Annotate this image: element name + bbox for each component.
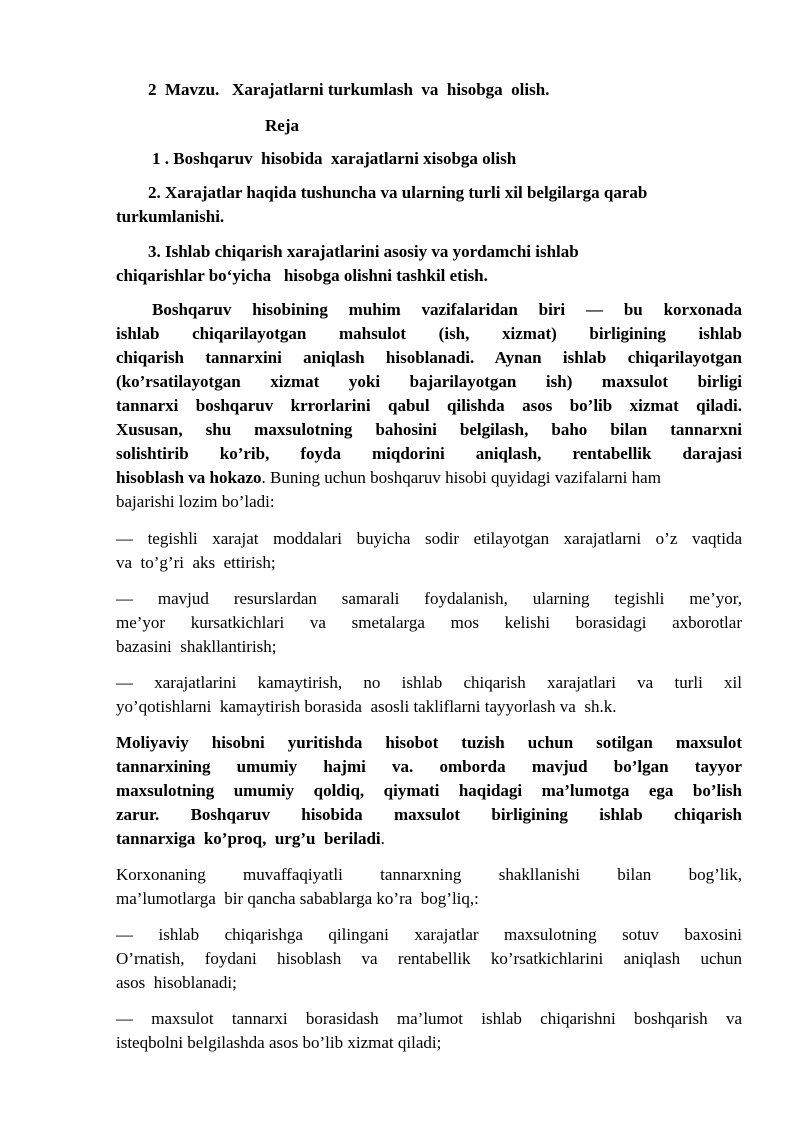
paragraph-line <box>116 466 661 490</box>
list-item-line: asos hisoblanadi; <box>116 973 237 992</box>
bold-phrase: tannarxiga ko’proq, urg’u beriladi <box>116 829 381 848</box>
plan-item-1: 1 . Boshqaruv hisobida xarajatlarni xisobga olish <box>152 149 517 168</box>
paragraph-line: bajarishi lozim bo’ladi: <box>116 492 275 511</box>
normal-phrase: . <box>380 829 385 848</box>
plan-item-3-cont: chiqarishlar bo‘yicha hisobga olishni tashkil etish. <box>116 266 488 285</box>
paragraph-line: Moliyaviy hisobni yuritishda hisobot tuzish uchun sotilgan maxsulot <box>116 733 742 752</box>
list-item-line: — ishlab chiqarishga qilingani xarajatlar maxsulotning sotuv baxosini <box>116 925 742 944</box>
paragraph-line: ishlab chiqarilayotgan mahsulot (ish, xizmat) birligining ishlab <box>116 324 742 343</box>
paragraph-line: maxsulotning umumiy qoldiq, qiymati haqidagi ma’lumotga ega bo’lish <box>116 781 742 800</box>
paragraph-line: solishtirib ko’rib, foyda miqdorini aniqlash, rentabellik darajasi <box>116 444 742 463</box>
list-item-line: O’rnatish, foydani hisoblash va rentabellik ko’rsatkichlarini aniqlash uchun <box>116 949 742 968</box>
paragraph-line <box>116 827 385 851</box>
list-item-line: — tegishli xarajat moddalari buyicha sodir etilayotgan xarajatlarni o’z vaqtida <box>116 529 742 548</box>
list-item-line: me’yor kursatkichlari va smetalarga mos kelishi borasidagi axborotlar <box>116 613 742 632</box>
list-item-line: isteqbolni belgilashda asos bo’lib xizmat qiladi; <box>116 1033 442 1052</box>
paragraph-line: (ko’rsatilayotgan xizmat yoki bajarilayotgan ish) maxsulot birligi <box>116 372 742 391</box>
plan-item-2: 2. Xarajatlar haqida tushuncha va ularning turli xil belgilarga qarab <box>148 183 648 202</box>
paragraph-line: Boshqaruv hisobining muhim vazifalaridan biri — bu korxonada <box>152 300 742 319</box>
list-item-line: va to’g’ri aks ettirish; <box>116 553 276 572</box>
list-item-line: — maxsulot tannarxi borasidash ma’lumot ishlab chiqarishni boshqarish va <box>116 1009 742 1028</box>
paragraph-line: tannarxi boshqaruv krrorlarini qabul qilishda asos bo’lib xizmat qiladi. <box>116 396 742 415</box>
plan-item-3: 3. Ishlab chiqarish xarajatlarini asosiy va yordamchi ishlab <box>148 242 579 261</box>
list-item-line: — mavjud resurslardan samarali foydalanish, ularning tegishli me’yor, <box>116 589 742 608</box>
list-item-line: yo’qotishlarni kamaytirish borasida asosli takliflarni tayyorlash va sh.k. <box>116 697 617 716</box>
plan-item-2-cont: turkumlanishi. <box>116 207 225 226</box>
paragraph-line: ma’lumotlarga bir qancha sabablarga ko’ra bog’liq,: <box>116 889 479 908</box>
list-item-line: — xarajatlarini kamaytirish, no ishlab chiqarish xarajatlari va turli xil <box>116 673 742 692</box>
plan-heading: Reja <box>265 116 299 135</box>
list-item-line: bazasini shakllantirish; <box>116 637 277 656</box>
document-title: 2 Mavzu. Xarajatlarni turkumlash va hisobga olish. <box>148 80 550 99</box>
paragraph-line: zarur. Boshqaruv hisobida maxsulot birligining ishlab chiqarish <box>116 805 742 824</box>
bold-phrase: hisoblash va hokazo <box>116 468 262 487</box>
paragraph-line: Xususan, shu maxsulotning bahosini belgilash, baho bilan tannarxni <box>116 420 742 439</box>
paragraph-line: chiqarish tannarxini aniqlash hisoblanadi. Aynan ishlab chiqarilayotgan <box>116 348 742 367</box>
paragraph-line: Korxonaning muvaffaqiyatli tannarxning shakllanishi bilan bog’lik, <box>116 865 742 884</box>
normal-phrase: . Buning uchun boshqaruv hisobi quyidagi vazifalarni ham <box>261 468 661 487</box>
paragraph-line: tannarxining umumiy hajmi va. omborda mavjud bo’lgan tayyor <box>116 757 742 776</box>
